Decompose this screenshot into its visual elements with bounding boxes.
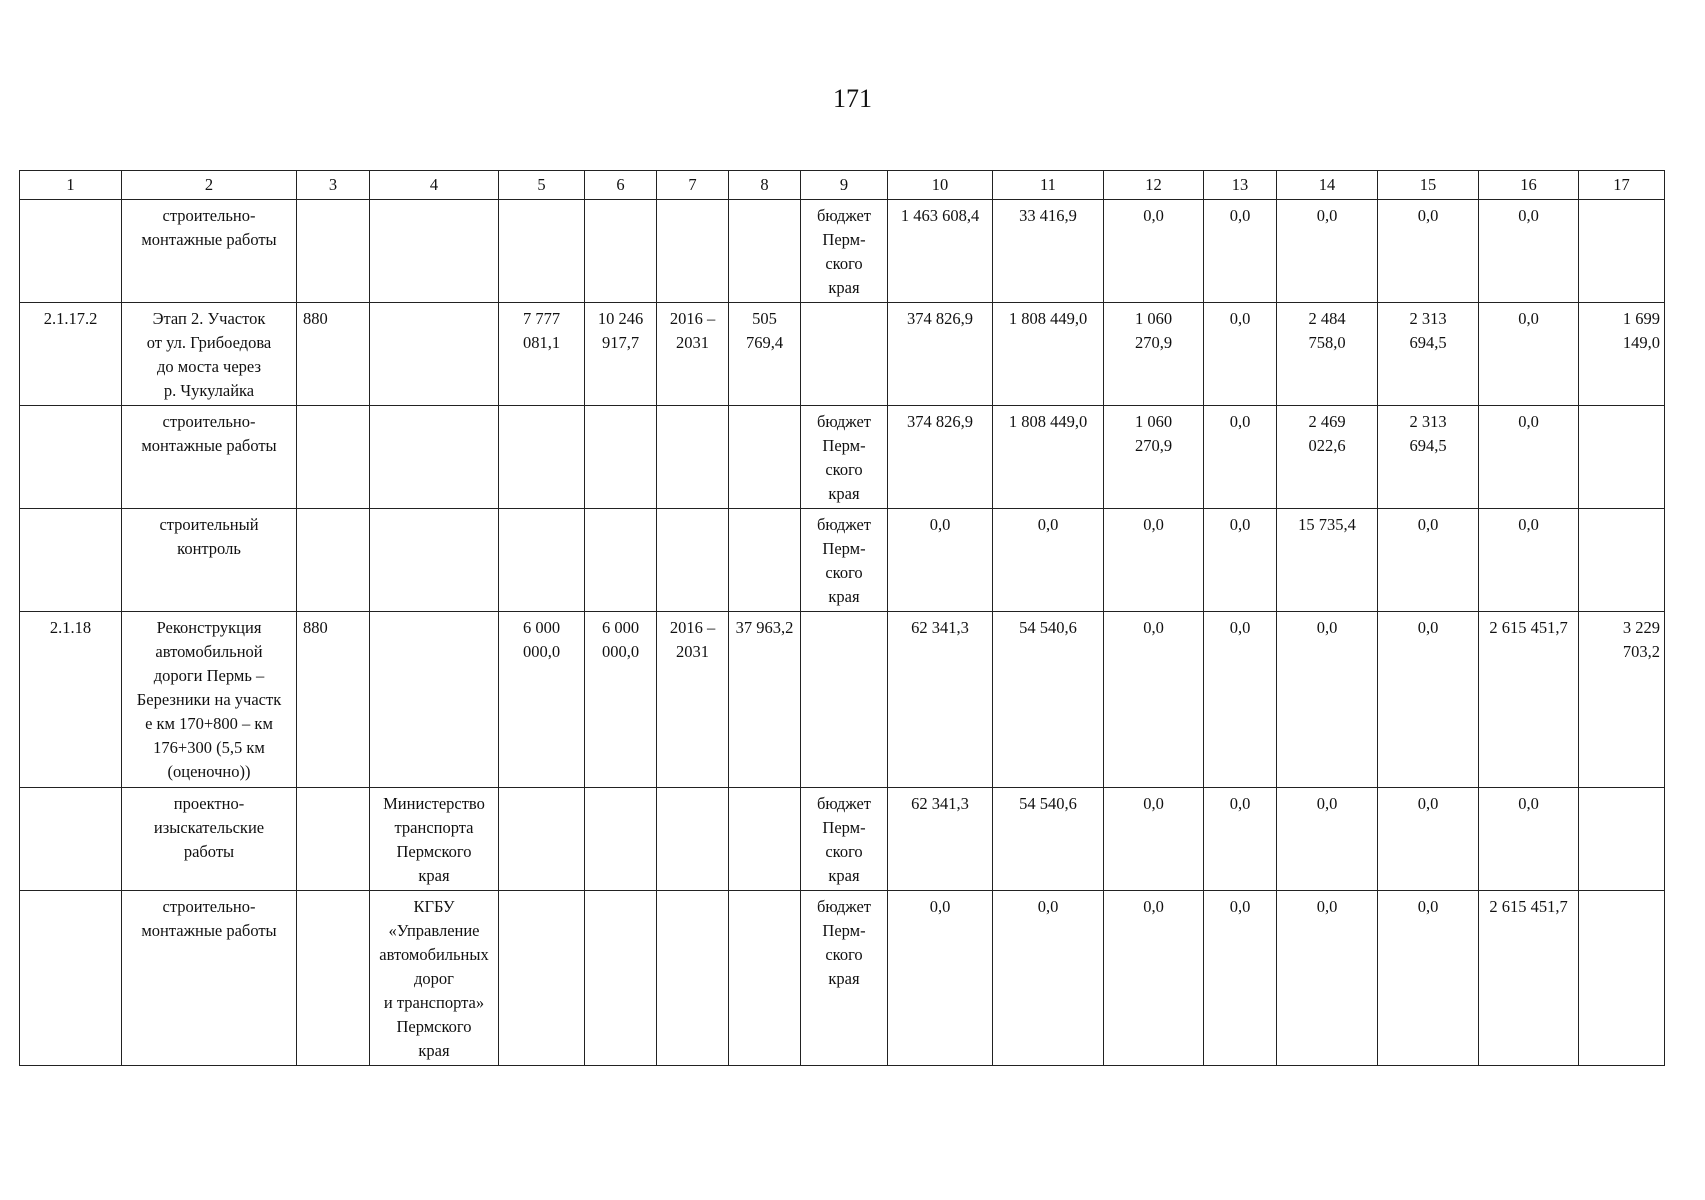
table-cell	[370, 509, 499, 612]
table-cell: проектно- изыскательские работы	[122, 788, 297, 891]
table-cell: 0,0	[1204, 891, 1277, 1066]
table-cell	[370, 303, 499, 406]
table-cell: 0,0	[1479, 406, 1579, 509]
table-cell	[1579, 406, 1665, 509]
table-cell: 0,0	[993, 509, 1104, 612]
budget-table	[19, 170, 1665, 1066]
table-cell: 0,0	[1277, 891, 1378, 1066]
table-cell	[585, 406, 657, 509]
table-cell: 37 963,2	[729, 612, 801, 788]
page-number: 171	[833, 84, 872, 113]
table-cell: 1 060 270,9	[1104, 303, 1204, 406]
table-cell: 374 826,9	[888, 406, 993, 509]
table-cell: 0,0	[1104, 509, 1204, 612]
table-cell: 0,0	[1104, 612, 1204, 788]
column-header: 13	[1204, 171, 1277, 200]
table-cell	[20, 891, 122, 1066]
table-cell	[499, 788, 585, 891]
table-cell: 0,0	[1479, 788, 1579, 891]
table-cell	[370, 612, 499, 788]
table-cell: 0,0	[888, 891, 993, 1066]
table-cell	[20, 788, 122, 891]
table-cell: 374 826,9	[888, 303, 993, 406]
table-cell: 0,0	[1378, 891, 1479, 1066]
table-cell	[297, 891, 370, 1066]
column-header: 10	[888, 171, 993, 200]
table-cell: 2 484 758,0	[1277, 303, 1378, 406]
table-cell: 0,0	[1479, 303, 1579, 406]
table-row	[20, 509, 1665, 612]
table-cell: 2 615 451,7	[1479, 612, 1579, 788]
table-cell: бюджет Перм- ского края	[801, 200, 888, 303]
column-header: 9	[801, 171, 888, 200]
table-cell: 2 313 694,5	[1378, 303, 1479, 406]
table-cell: 0,0	[1204, 612, 1277, 788]
table-cell: строительно- монтажные работы	[122, 406, 297, 509]
table-cell	[729, 406, 801, 509]
table-cell: 0,0	[1104, 788, 1204, 891]
table-body	[20, 171, 1665, 1066]
table-cell	[499, 200, 585, 303]
table-cell: 1 699 149,0	[1579, 303, 1665, 406]
table-cell: 2 469 022,6	[1277, 406, 1378, 509]
table-cell: 10 246 917,7	[585, 303, 657, 406]
table-cell: 2016 – 2031	[657, 612, 729, 788]
table-cell	[1579, 200, 1665, 303]
table-cell: 2 313 694,5	[1378, 406, 1479, 509]
table-row	[20, 200, 1665, 303]
table-row	[20, 891, 1665, 1066]
table-cell: 2.1.17.2	[20, 303, 122, 406]
table-cell: 1 808 449,0	[993, 406, 1104, 509]
table-cell: КГБУ «Управление автомобильных дорог и транспорта» Пермского края	[370, 891, 499, 1066]
table-cell	[657, 891, 729, 1066]
table-cell	[1579, 509, 1665, 612]
table-cell	[801, 303, 888, 406]
table-cell	[297, 200, 370, 303]
table-cell: бюджет Перм- ского края	[801, 788, 888, 891]
column-header: 12	[1104, 171, 1204, 200]
column-header: 15	[1378, 171, 1479, 200]
table-cell: 0,0	[1204, 303, 1277, 406]
table-cell: 54 540,6	[993, 612, 1104, 788]
column-header: 7	[657, 171, 729, 200]
table-cell: 0,0	[1378, 509, 1479, 612]
table-cell	[499, 406, 585, 509]
table-cell	[729, 788, 801, 891]
column-header: 5	[499, 171, 585, 200]
column-header: 2	[122, 171, 297, 200]
table-cell	[729, 891, 801, 1066]
table-row	[20, 788, 1665, 891]
table-cell	[657, 509, 729, 612]
table-cell: бюджет Перм- ского края	[801, 891, 888, 1066]
table-cell: 0,0	[1104, 200, 1204, 303]
column-header: 1	[20, 171, 122, 200]
column-header: 3	[297, 171, 370, 200]
table-cell: 1 808 449,0	[993, 303, 1104, 406]
table-cell: 2 615 451,7	[1479, 891, 1579, 1066]
table-cell: 54 540,6	[993, 788, 1104, 891]
table-cell: 1 060 270,9	[1104, 406, 1204, 509]
table-header-row	[20, 171, 1665, 200]
table-cell: 880	[297, 612, 370, 788]
table-cell: 0,0	[1204, 200, 1277, 303]
table-cell	[370, 406, 499, 509]
table-cell: 880	[297, 303, 370, 406]
table-cell: 3 229 703,2	[1579, 612, 1665, 788]
table-cell	[499, 509, 585, 612]
table-cell: 7 777 081,1	[499, 303, 585, 406]
table-cell	[657, 788, 729, 891]
table-cell: 0,0	[1277, 200, 1378, 303]
column-header: 6	[585, 171, 657, 200]
table-cell: Реконструкция автомобильной дороги Пермь – Березники на участк е км 170+800 – км 176+300 (5,5 км (оценочно))	[122, 612, 297, 788]
table-cell	[585, 788, 657, 891]
table-cell: 0,0	[888, 509, 993, 612]
table-row	[20, 612, 1665, 788]
table-row	[20, 406, 1665, 509]
table-cell	[20, 509, 122, 612]
table-cell: 0,0	[1479, 200, 1579, 303]
table-cell	[297, 788, 370, 891]
table-cell: 0,0	[1277, 788, 1378, 891]
table-cell: 0,0	[1479, 509, 1579, 612]
table-cell	[585, 200, 657, 303]
table-cell	[801, 612, 888, 788]
table-cell	[585, 509, 657, 612]
table-cell: 0,0	[1204, 406, 1277, 509]
table-cell: 62 341,3	[888, 788, 993, 891]
table-cell	[20, 406, 122, 509]
table-cell	[729, 509, 801, 612]
table-cell: строительно- монтажные работы	[122, 200, 297, 303]
table-cell: 15 735,4	[1277, 509, 1378, 612]
table-cell	[370, 200, 499, 303]
table-cell: 0,0	[1378, 612, 1479, 788]
table-cell	[657, 200, 729, 303]
table-cell: 0,0	[1204, 509, 1277, 612]
table-cell: Этап 2. Участок от ул. Грибоедова до моста через р. Чукулайка	[122, 303, 297, 406]
table-cell	[585, 891, 657, 1066]
table-cell: бюджет Перм- ского края	[801, 406, 888, 509]
column-header: 17	[1579, 171, 1665, 200]
table-cell: 6 000 000,0	[585, 612, 657, 788]
table-cell: строительно- монтажные работы	[122, 891, 297, 1066]
column-header: 11	[993, 171, 1104, 200]
table-cell: 0,0	[1378, 788, 1479, 891]
table-row	[20, 303, 1665, 406]
table-cell	[657, 406, 729, 509]
table-cell	[20, 200, 122, 303]
table-cell: бюджет Перм- ского края	[801, 509, 888, 612]
table-cell: 505 769,4	[729, 303, 801, 406]
column-header: 16	[1479, 171, 1579, 200]
table-cell: 2016 – 2031	[657, 303, 729, 406]
table-cell: 1 463 608,4	[888, 200, 993, 303]
table-cell: 62 341,3	[888, 612, 993, 788]
table-cell	[1579, 891, 1665, 1066]
table-cell: Министерство транспорта Пермского края	[370, 788, 499, 891]
table-cell	[1579, 788, 1665, 891]
column-header: 8	[729, 171, 801, 200]
column-header: 14	[1277, 171, 1378, 200]
table-cell	[297, 406, 370, 509]
table-cell: 2.1.18	[20, 612, 122, 788]
table-cell	[297, 509, 370, 612]
table-cell: 0,0	[1204, 788, 1277, 891]
table-cell: 33 416,9	[993, 200, 1104, 303]
table-cell: 0,0	[1104, 891, 1204, 1066]
table-cell: 0,0	[1277, 612, 1378, 788]
table-cell: 0,0	[1378, 200, 1479, 303]
table-cell	[729, 200, 801, 303]
table-cell: 6 000 000,0	[499, 612, 585, 788]
table-cell	[499, 891, 585, 1066]
table-cell: строительный контроль	[122, 509, 297, 612]
column-header: 4	[370, 171, 499, 200]
table-cell: 0,0	[993, 891, 1104, 1066]
